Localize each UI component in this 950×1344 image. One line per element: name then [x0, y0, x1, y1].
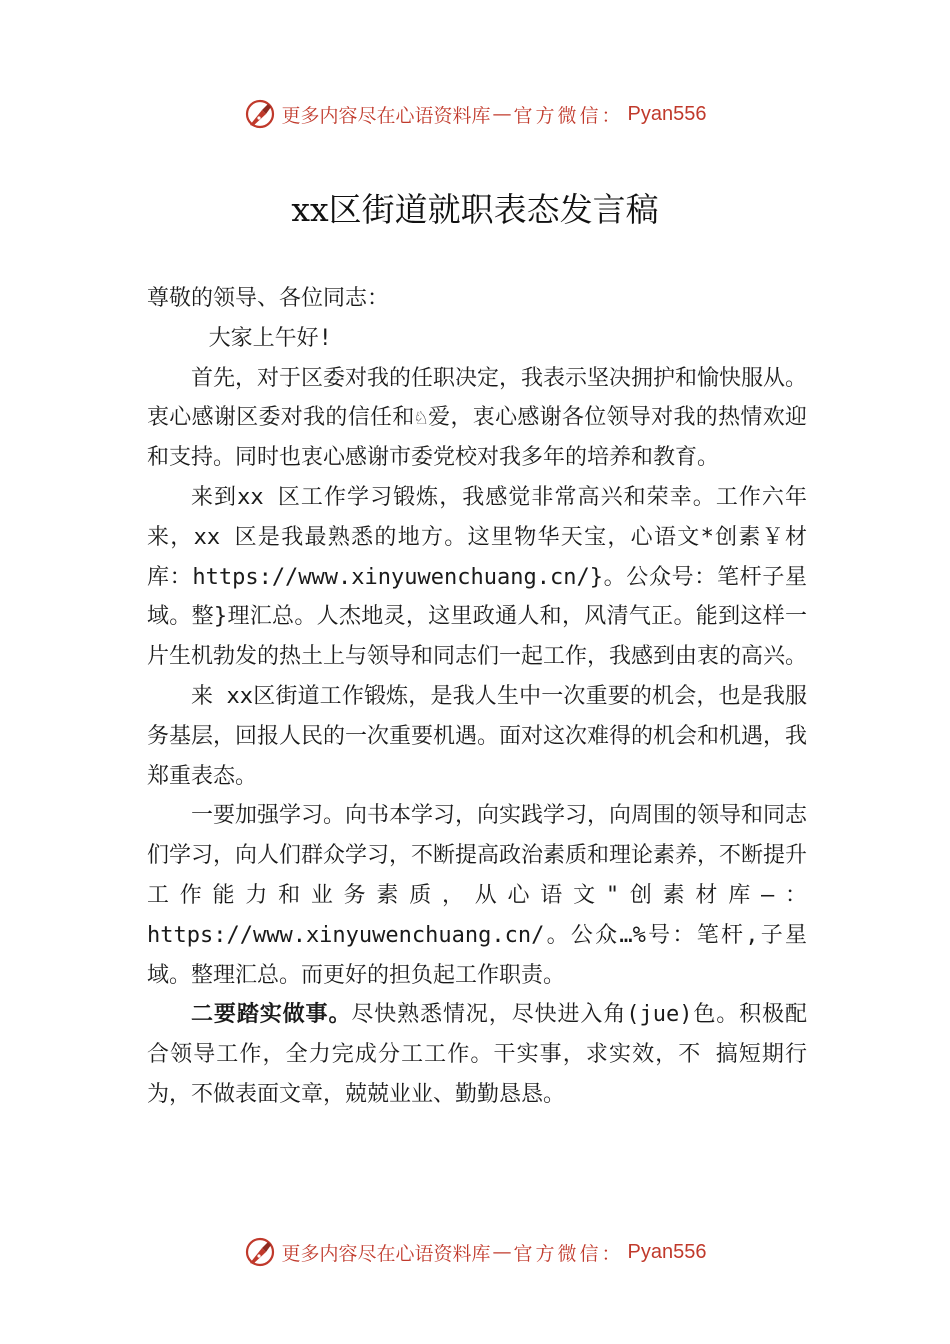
banner-wechat-label: 官方微信：	[513, 104, 624, 127]
paragraph-2: 来到xx 区工作学习锻炼，我感觉非常高兴和荣幸。工作六年来，xx 区是我最熟悉的地方。这里物华天宝，心语文*创素￥材库：https://www.xinyuwenchuang.cn/}。公众号：笔杆子星域。整}理汇总。人杰地灵，这里政通人和，风清气正。能到这样一片生机勃发的热土上与领导和同志们一起工作，我感到由衷的高兴。	[147, 484, 808, 670]
document-title: xx区街道就职表态发言稿	[291, 190, 659, 229]
paragraph-4: 一要加强学习。向书本学习，向实践学习，向周围的领导和同志们学习，向人们群众学习，不断提高政治素质和理论素养，不断提升工作能力和业务素质，从心语文"创素材库—：https://www.xinyuwenchuang.cn/。公众…%号：笔杆,子星域。整理汇总。而更好的担负起工作职责。	[147, 803, 808, 988]
banner-dash: —	[492, 103, 512, 125]
paragraph-5-text: 尽快熟悉情况，尽快进入角(jue)色。积极配合领导工作，全力完成分工工作。干实事，求实效，不 搞短期行为，不做表面文章，兢兢业业、勤勤恳恳。	[147, 1002, 807, 1107]
paragraph-3: 来 xx区街道工作锻炼，是我人生中一次重要的机会，也是我服务基层，回报人民的一次重要机遇。面对这次难得的机会和机遇，我郑重表态。	[147, 683, 808, 789]
salutation: 尊敬的领导、各位同志：	[147, 286, 390, 311]
pen-nib-logo-icon	[244, 1236, 276, 1268]
greeting: 大家上午好!	[208, 325, 332, 351]
banner-slogan: 更多内容尽在心语资料库	[281, 104, 491, 127]
footer-wechat-label: 官方微信：	[513, 1242, 624, 1265]
document-body	[147, 279, 807, 1115]
banner-account: Pyan556	[627, 102, 707, 125]
header-banner	[0, 94, 950, 134]
paragraph-5-lead: 二要踏实做事。	[191, 1002, 352, 1028]
footer-dash: —	[492, 1241, 512, 1263]
footer-slogan: 更多内容尽在心语资料库	[281, 1242, 491, 1265]
pen-nib-logo-icon	[244, 98, 276, 130]
paragraph-1: 首先，对于区委对我的任职决定，我表示坚决拥护和愉快服从。衷心感谢区委对我的信任和♘爱，衷心感谢各位领导对我的热情欢迎和支持。同时也衷心感谢市委党校对我多年的培养和教育。	[147, 365, 808, 471]
paragraph-5	[147, 995, 807, 1114]
footer-account: Pyan556	[627, 1240, 707, 1263]
footer-banner	[0, 1232, 950, 1272]
